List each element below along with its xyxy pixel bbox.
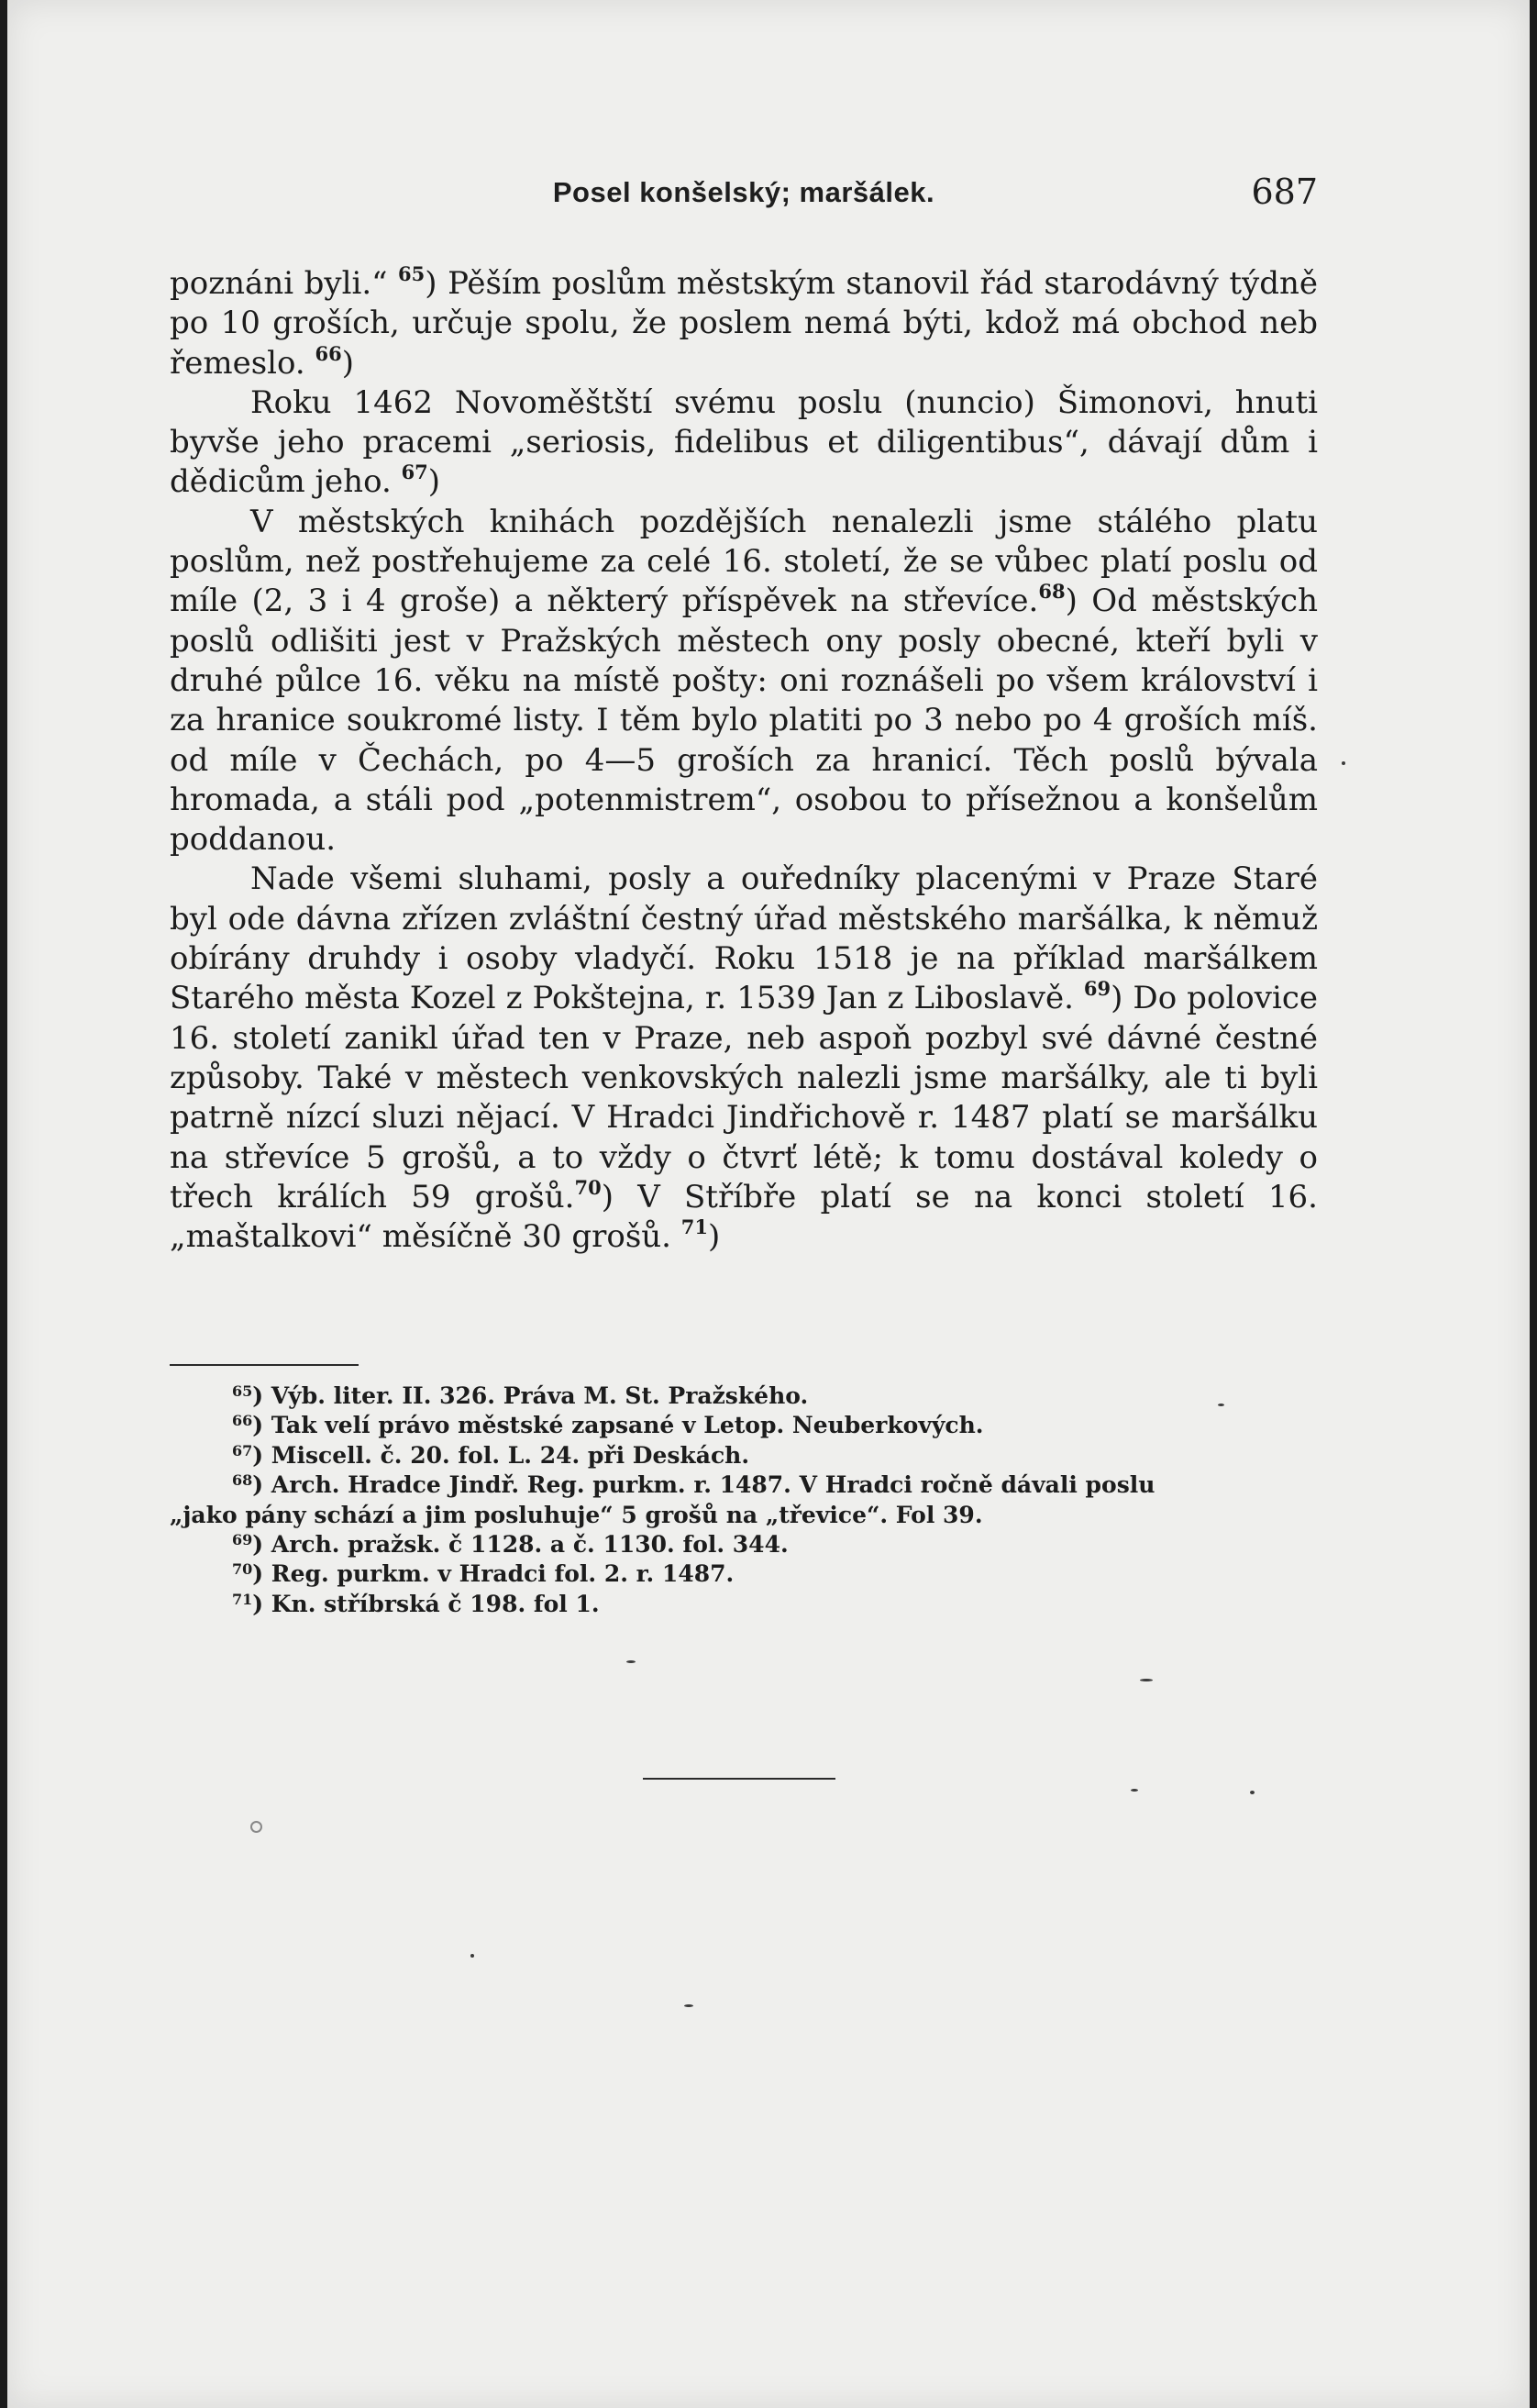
text-run: Roku 1462 Novoměštští svému poslu (nuncio) Šimonovi, hnuti byvše jeho pracemi „seriosis, fidelibus et diligentibus“, dávají dům i dědicům jeho. bbox=[170, 383, 1318, 501]
page-header bbox=[170, 167, 1318, 218]
print-speck bbox=[1250, 1791, 1255, 1794]
running-title: Posel konšelský; maršálek. bbox=[552, 176, 935, 208]
text-run: ) bbox=[427, 463, 441, 501]
text-run: ) bbox=[341, 344, 355, 382]
print-speck bbox=[626, 1660, 636, 1663]
main-text bbox=[170, 264, 1318, 1257]
footnote-text: ) Kn. stříbrská č 198. fol 1. bbox=[252, 1590, 600, 1617]
footnote-mark: 65 bbox=[232, 1382, 253, 1400]
footnote-text: ) Miscell. č. 20. fol. L. 24. při Deskách. bbox=[252, 1441, 750, 1469]
footnote-66 bbox=[170, 1411, 1318, 1440]
text-run: ) Pěším poslům městským stanovil řád starodávný týdně po 10 groších, určuje spolu, že poslem nemá býti, kdož má obchod neb řemeslo. bbox=[170, 265, 1318, 382]
footnote-mark: 70 bbox=[232, 1560, 253, 1579]
footnote-ref-66[interactable]: 66 bbox=[315, 341, 342, 365]
footnote-ref-67[interactable]: 67 bbox=[401, 461, 428, 484]
footnote-text: ) Výb. liter. II. 326. Práva M. St. Pražského. bbox=[252, 1382, 809, 1409]
text-run: ) bbox=[708, 1218, 721, 1256]
print-speck bbox=[684, 2004, 693, 2007]
footnote-text: ) Arch. Hradce Jindř. Reg. purkm. r. 1487. V Hradci ročně dávali poslu bbox=[252, 1471, 1156, 1499]
print-speck bbox=[1218, 1404, 1224, 1406]
paragraph-3 bbox=[170, 503, 1318, 860]
print-speck bbox=[1342, 761, 1345, 765]
footnote-ref-70[interactable]: 70 bbox=[574, 1175, 602, 1199]
footnote-ref-68[interactable]: 68 bbox=[1038, 580, 1066, 604]
footnote-ref-65[interactable]: 65 bbox=[398, 262, 426, 285]
footnote-ref-71[interactable]: 71 bbox=[680, 1215, 709, 1239]
footnote-67 bbox=[170, 1441, 1318, 1470]
footnote-mark: 68 bbox=[232, 1471, 253, 1490]
print-speck bbox=[470, 1954, 474, 1958]
footnote-65 bbox=[170, 1382, 1318, 1411]
paragraph-2 bbox=[170, 383, 1318, 503]
print-speck bbox=[1140, 1679, 1153, 1681]
book-page bbox=[7, 0, 1530, 2408]
text-run: ) Do polovice 16. století zanikl úřad ten v Praze, neb aspoň pozbyl své dávné čestné způsoby. Také v městech venkovských nalezli jsme maršálky, ale ti byli patrně nízcí sluzi nějací. V Hradci Jindřichově r. 1487 platí se maršálku na střevíce 5 grošů, a to vždy o čtvrť létě; k tomu dostával koledy o třech králích 59 grošů. bbox=[170, 980, 1318, 1215]
footnote-mark: 71 bbox=[232, 1590, 253, 1608]
paragraph-1 bbox=[170, 264, 1318, 383]
print-speck bbox=[250, 1821, 262, 1833]
footnote-divider bbox=[170, 1364, 359, 1366]
footnote-71 bbox=[170, 1590, 1318, 1619]
footnote-68 bbox=[170, 1470, 1318, 1500]
text-run: poznáni byli.“ bbox=[170, 265, 399, 302]
footnote-69 bbox=[170, 1530, 1318, 1559]
paragraph-4 bbox=[170, 860, 1318, 1257]
footnote-text: ) Arch. pražsk. č 1128. a č. 1130. fol. 344. bbox=[252, 1531, 789, 1559]
footnote-70 bbox=[170, 1559, 1318, 1589]
end-rule bbox=[643, 1778, 835, 1780]
footnote-text: ) Reg. purkm. v Hradci fol. 2. r. 1487. bbox=[252, 1560, 735, 1588]
text-run: ) V Stříbře platí se na konci století 16. „maštalkovi“ měsíčně 30 grošů. bbox=[170, 1178, 1318, 1256]
footnote-mark: 69 bbox=[232, 1531, 253, 1549]
text-run: ) Od městských poslů odlišiti jest v Pražských městech ony posly obecné, kteří byli v druhé půlce 16. věku na místě pošty: oni roznášeli po všem království i za hranice soukromé listy. I těm bylo platiti po 3 nebo po 4 groších míš. od míle v Čechách, po 4—5 groších za hranicí. Těch poslů bývala hromada, a stáli pod „potenmistrem“, osobou to přísežnou a konšelům poddanou. bbox=[170, 583, 1318, 859]
footnote-ref-69[interactable]: 69 bbox=[1083, 977, 1111, 1001]
page-number: 687 bbox=[1251, 172, 1318, 212]
footnote-text: „jako pány schází a jim posluhuje“ 5 grošů na „třevice“. Fol 39. bbox=[170, 1501, 983, 1528]
text-run: Nade všemi sluhami, posly a ouředníky placenými v Praze Staré byl ode dávna zřízen zvláštní čestný úřad městského maršálka, k němuž obírány druhdy i osoby vladyčí. Roku 1518 je na příklad maršálkem Starého města Kozel z Pokštejna, r. 1539 Jan z Liboslavě. bbox=[170, 860, 1318, 1017]
text-run: V městských knihách pozdějších nenalezli jsme stálého platu poslům, než postřehujeme za celé 16. století, že se vůbec platí poslu od míle (2, 3 i 4 groše) a některý příspěvek na střevíce. bbox=[170, 503, 1318, 620]
footnote-text: ) Tak velí právo městské zapsané v Letop. Neuberkových. bbox=[252, 1412, 984, 1439]
footnote-mark: 66 bbox=[232, 1412, 253, 1430]
footnotes bbox=[170, 1382, 1318, 1619]
footnote-mark: 67 bbox=[232, 1441, 253, 1459]
print-speck bbox=[1131, 1789, 1138, 1792]
footnote-68-continuation bbox=[170, 1501, 1318, 1530]
